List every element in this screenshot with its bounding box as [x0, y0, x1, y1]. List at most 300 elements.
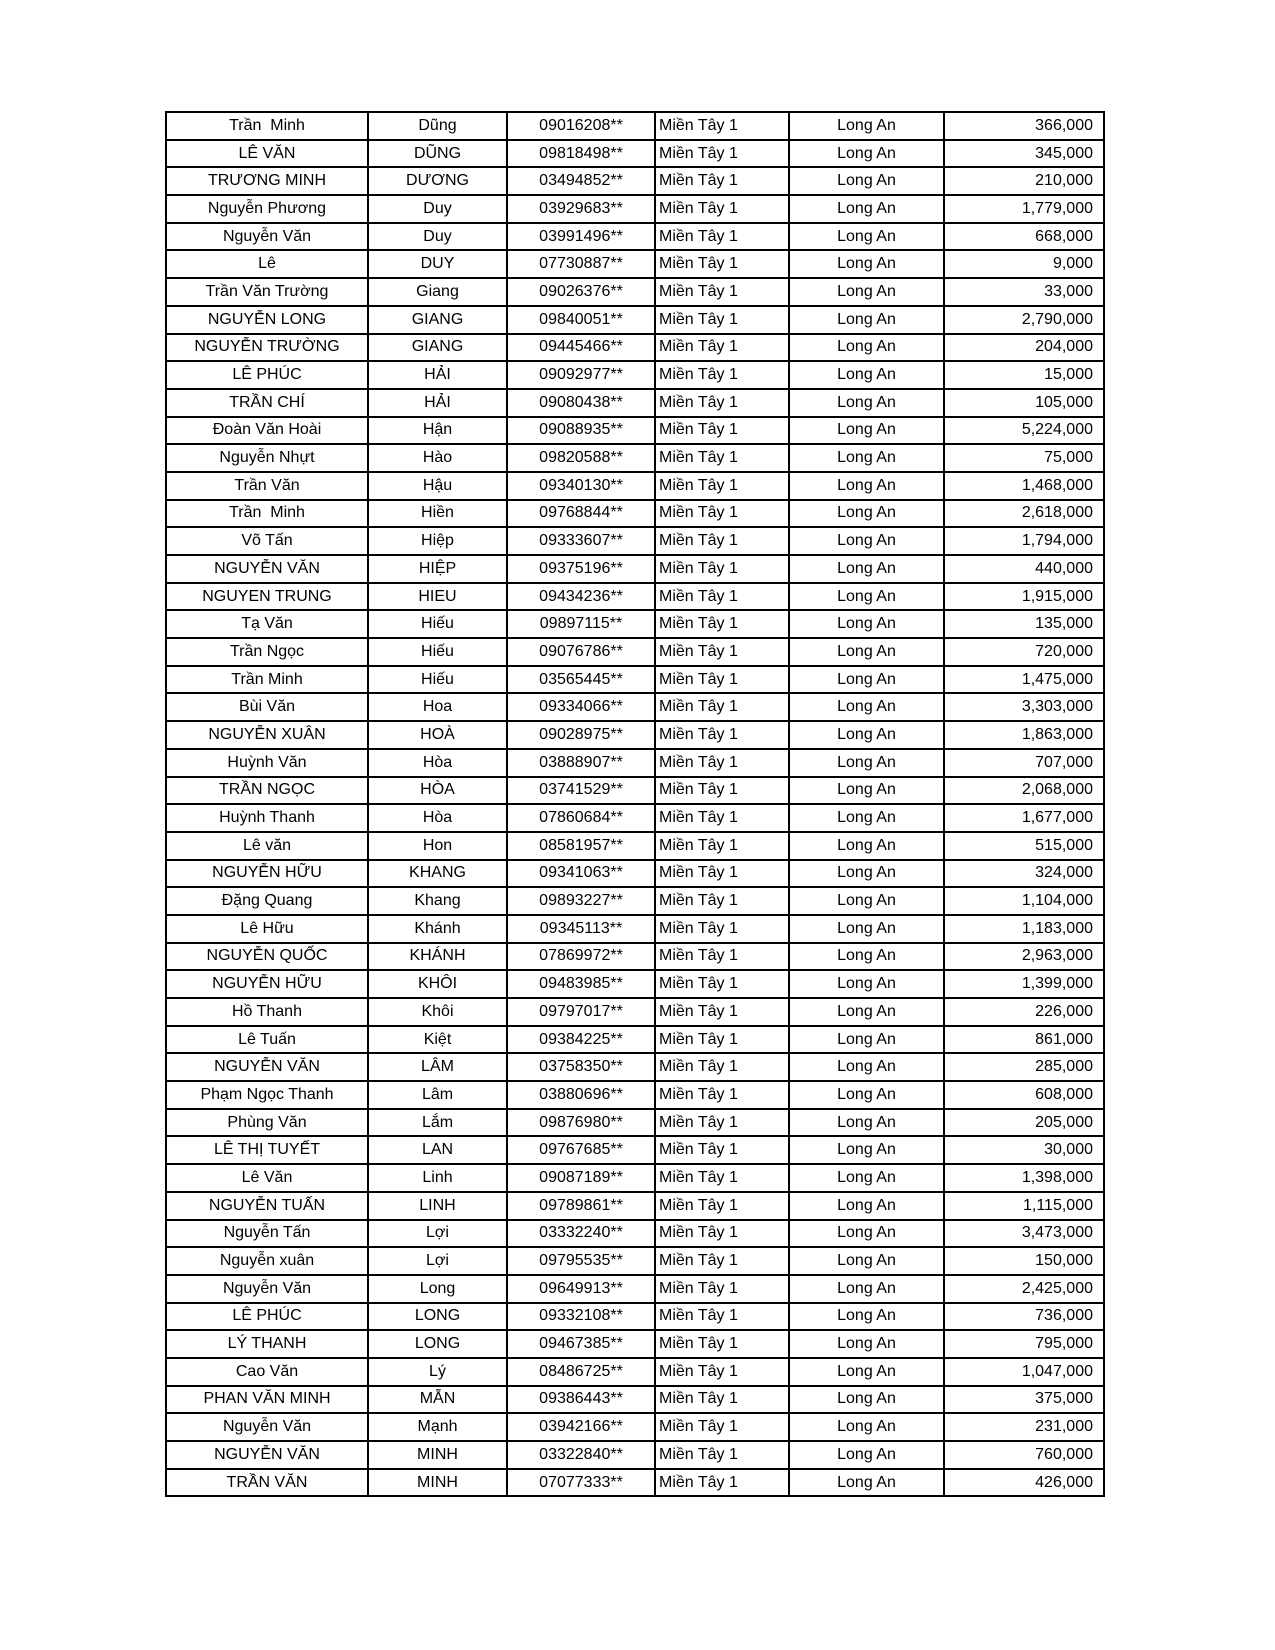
cell-given-name: Hận: [368, 417, 507, 445]
cell-amount: 2,618,000: [944, 500, 1104, 528]
cell-amount: 150,000: [944, 1247, 1104, 1275]
cell-phone: 09818498**: [507, 140, 655, 168]
table-row: [166, 915, 1104, 943]
cell-region: Miền Tây 1: [655, 1081, 789, 1109]
cell-region: Miền Tây 1: [655, 1136, 789, 1164]
cell-region: Miền Tây 1: [655, 195, 789, 223]
cell-phone: 09767685**: [507, 1136, 655, 1164]
cell-amount: 75,000: [944, 444, 1104, 472]
cell-province: Long An: [789, 1330, 944, 1358]
cell-given-name: Dũng: [368, 112, 507, 140]
cell-given-name: LINH: [368, 1192, 507, 1220]
table-row: [166, 1358, 1104, 1386]
cell-region: Miền Tây 1: [655, 721, 789, 749]
table-row: [166, 361, 1104, 389]
cell-phone: 03880696**: [507, 1081, 655, 1109]
cell-phone: 09434236**: [507, 583, 655, 611]
cell-name: Huỳnh Thanh: [166, 804, 368, 832]
cell-given-name: Giang: [368, 278, 507, 306]
cell-given-name: Khôi: [368, 998, 507, 1026]
cell-province: Long An: [789, 1413, 944, 1441]
cell-amount: 515,000: [944, 832, 1104, 860]
cell-name: TRẦN VĂN: [166, 1469, 368, 1497]
cell-given-name: Hiệp: [368, 527, 507, 555]
cell-given-name: HIỆP: [368, 555, 507, 583]
cell-phone: 09016208**: [507, 112, 655, 140]
cell-amount: 1,115,000: [944, 1192, 1104, 1220]
cell-region: Miền Tây 1: [655, 1358, 789, 1386]
cell-given-name: Duy: [368, 223, 507, 251]
table-row: [166, 998, 1104, 1026]
cell-name: NGUYỄN VĂN: [166, 555, 368, 583]
cell-name: Lê Hữu: [166, 915, 368, 943]
cell-name: Đoàn Văn Hoài: [166, 417, 368, 445]
cell-name: NGUYỄN QUỐC: [166, 943, 368, 971]
cell-phone: 09340130**: [507, 472, 655, 500]
table-row: [166, 1164, 1104, 1192]
cell-given-name: KHÁNH: [368, 943, 507, 971]
table-row: [166, 1386, 1104, 1414]
cell-name: TRẦN NGỌC: [166, 777, 368, 805]
table-row: [166, 306, 1104, 334]
cell-given-name: DŨNG: [368, 140, 507, 168]
cell-name: Nguyễn Phương: [166, 195, 368, 223]
cell-region: Miền Tây 1: [655, 1413, 789, 1441]
cell-province: Long An: [789, 1303, 944, 1331]
cell-province: Long An: [789, 555, 944, 583]
cell-region: Miền Tây 1: [655, 112, 789, 140]
cell-name: Nguyễn Văn: [166, 1275, 368, 1303]
cell-phone: 07860684**: [507, 804, 655, 832]
table-row: [166, 555, 1104, 583]
table-row: [166, 583, 1104, 611]
cell-region: Miền Tây 1: [655, 1275, 789, 1303]
cell-province: Long An: [789, 334, 944, 362]
cell-amount: 440,000: [944, 555, 1104, 583]
cell-province: Long An: [789, 777, 944, 805]
table-row: [166, 389, 1104, 417]
cell-given-name: HÒA: [368, 777, 507, 805]
cell-given-name: Hậu: [368, 472, 507, 500]
cell-given-name: HOÀ: [368, 721, 507, 749]
table-row: [166, 223, 1104, 251]
cell-province: Long An: [789, 444, 944, 472]
cell-amount: 1,779,000: [944, 195, 1104, 223]
cell-name: Phạm Ngọc Thanh: [166, 1081, 368, 1109]
cell-region: Miền Tây 1: [655, 1053, 789, 1081]
cell-amount: 861,000: [944, 1026, 1104, 1054]
table-row: [166, 970, 1104, 998]
cell-name: NGUYỄN HỮU: [166, 860, 368, 888]
cell-amount: 3,473,000: [944, 1220, 1104, 1248]
table-row: [166, 693, 1104, 721]
cell-region: Miền Tây 1: [655, 140, 789, 168]
table-row: [166, 1109, 1104, 1137]
cell-given-name: Lắm: [368, 1109, 507, 1137]
cell-region: Miền Tây 1: [655, 1330, 789, 1358]
cell-given-name: HẢI: [368, 389, 507, 417]
table-row: [166, 1441, 1104, 1469]
cell-given-name: KHANG: [368, 860, 507, 888]
cell-province: Long An: [789, 1358, 944, 1386]
cell-province: Long An: [789, 749, 944, 777]
cell-given-name: Long: [368, 1275, 507, 1303]
cell-amount: 1,104,000: [944, 887, 1104, 915]
table-row: [166, 1275, 1104, 1303]
cell-phone: 09345113**: [507, 915, 655, 943]
cell-amount: 1,677,000: [944, 804, 1104, 832]
cell-province: Long An: [789, 666, 944, 694]
table-row: [166, 1247, 1104, 1275]
cell-region: Miền Tây 1: [655, 555, 789, 583]
cell-amount: 375,000: [944, 1386, 1104, 1414]
cell-phone: 03322840**: [507, 1441, 655, 1469]
cell-amount: 324,000: [944, 860, 1104, 888]
cell-amount: 1,399,000: [944, 970, 1104, 998]
cell-region: Miền Tây 1: [655, 887, 789, 915]
cell-province: Long An: [789, 970, 944, 998]
cell-phone: 09649913**: [507, 1275, 655, 1303]
cell-region: Miền Tây 1: [655, 417, 789, 445]
cell-province: Long An: [789, 361, 944, 389]
cell-phone: 08486725**: [507, 1358, 655, 1386]
cell-name: Nguyễn xuân: [166, 1247, 368, 1275]
cell-province: Long An: [789, 1026, 944, 1054]
cell-name: Lê Văn: [166, 1164, 368, 1192]
cell-amount: 608,000: [944, 1081, 1104, 1109]
cell-name: TRẦN CHÍ: [166, 389, 368, 417]
table-row: [166, 1330, 1104, 1358]
table-row: [166, 472, 1104, 500]
cell-name: Phùng Văn: [166, 1109, 368, 1137]
cell-amount: 205,000: [944, 1109, 1104, 1137]
cell-phone: 09789861**: [507, 1192, 655, 1220]
cell-amount: 1,468,000: [944, 472, 1104, 500]
cell-amount: 231,000: [944, 1413, 1104, 1441]
cell-given-name: Lâm: [368, 1081, 507, 1109]
cell-phone: 09483985**: [507, 970, 655, 998]
cell-province: Long An: [789, 860, 944, 888]
cell-name: Trần Minh: [166, 666, 368, 694]
table-row: [166, 887, 1104, 915]
cell-name: PHAN VĂN MINH: [166, 1386, 368, 1414]
cell-province: Long An: [789, 610, 944, 638]
cell-province: Long An: [789, 140, 944, 168]
cell-given-name: Lợi: [368, 1220, 507, 1248]
cell-amount: 345,000: [944, 140, 1104, 168]
cell-province: Long An: [789, 1136, 944, 1164]
cell-phone: 09768844**: [507, 500, 655, 528]
cell-amount: 1,794,000: [944, 527, 1104, 555]
cell-given-name: Mạnh: [368, 1413, 507, 1441]
cell-given-name: GIANG: [368, 334, 507, 362]
table-row: [166, 1303, 1104, 1331]
cell-province: Long An: [789, 1386, 944, 1414]
cell-name: Lê Tuấn: [166, 1026, 368, 1054]
table-row: [166, 610, 1104, 638]
cell-amount: 135,000: [944, 610, 1104, 638]
cell-name: Trần Ngọc: [166, 638, 368, 666]
cell-region: Miền Tây 1: [655, 998, 789, 1026]
cell-amount: 1,863,000: [944, 721, 1104, 749]
cell-phone: 03758350**: [507, 1053, 655, 1081]
cell-amount: 285,000: [944, 1053, 1104, 1081]
cell-name: NGUYEN TRUNG: [166, 583, 368, 611]
cell-province: Long An: [789, 112, 944, 140]
cell-phone: 09445466**: [507, 334, 655, 362]
cell-region: Miền Tây 1: [655, 1469, 789, 1497]
cell-name: TRƯƠNG MINH: [166, 167, 368, 195]
table-row: [166, 1081, 1104, 1109]
cell-province: Long An: [789, 638, 944, 666]
cell-province: Long An: [789, 915, 944, 943]
cell-province: Long An: [789, 1469, 944, 1497]
cell-province: Long An: [789, 1247, 944, 1275]
cell-phone: 03741529**: [507, 777, 655, 805]
cell-given-name: HIEU: [368, 583, 507, 611]
table-row: [166, 140, 1104, 168]
cell-phone: 09384225**: [507, 1026, 655, 1054]
cell-amount: 226,000: [944, 998, 1104, 1026]
cell-region: Miền Tây 1: [655, 1026, 789, 1054]
cell-phone: 09334066**: [507, 693, 655, 721]
cell-phone: 03888907**: [507, 749, 655, 777]
cell-name: NGUYỄN HỮU: [166, 970, 368, 998]
table-row: [166, 278, 1104, 306]
cell-region: Miền Tây 1: [655, 832, 789, 860]
table-row: [166, 860, 1104, 888]
cell-given-name: DUY: [368, 250, 507, 278]
table-row: [166, 112, 1104, 140]
cell-phone: 09876980**: [507, 1109, 655, 1137]
cell-province: Long An: [789, 1275, 944, 1303]
cell-phone: 07869972**: [507, 943, 655, 971]
cell-region: Miền Tây 1: [655, 1109, 789, 1137]
cell-phone: 09333607**: [507, 527, 655, 555]
cell-amount: 1,475,000: [944, 666, 1104, 694]
cell-amount: 1,915,000: [944, 583, 1104, 611]
cell-province: Long An: [789, 527, 944, 555]
cell-province: Long An: [789, 1192, 944, 1220]
cell-given-name: MINH: [368, 1441, 507, 1469]
table-row: [166, 749, 1104, 777]
cell-phone: 03942166**: [507, 1413, 655, 1441]
cell-name: Đặng Quang: [166, 887, 368, 915]
cell-province: Long An: [789, 998, 944, 1026]
cell-amount: 2,425,000: [944, 1275, 1104, 1303]
cell-phone: 03991496**: [507, 223, 655, 251]
cell-region: Miền Tây 1: [655, 970, 789, 998]
cell-amount: 9,000: [944, 250, 1104, 278]
cell-amount: 105,000: [944, 389, 1104, 417]
table-row: [166, 804, 1104, 832]
table-row: [166, 1413, 1104, 1441]
cell-phone: 03565445**: [507, 666, 655, 694]
cell-province: Long An: [789, 195, 944, 223]
cell-region: Miền Tây 1: [655, 306, 789, 334]
table-row: [166, 334, 1104, 362]
table-row: [166, 1136, 1104, 1164]
cell-name: Võ Tấn: [166, 527, 368, 555]
cell-region: Miền Tây 1: [655, 389, 789, 417]
cell-amount: 30,000: [944, 1136, 1104, 1164]
cell-amount: 426,000: [944, 1469, 1104, 1497]
cell-phone: 03494852**: [507, 167, 655, 195]
cell-amount: 1,398,000: [944, 1164, 1104, 1192]
cell-given-name: MẪN: [368, 1386, 507, 1414]
table-row: [166, 417, 1104, 445]
table-row: [166, 666, 1104, 694]
cell-province: Long An: [789, 804, 944, 832]
cell-given-name: Linh: [368, 1164, 507, 1192]
cell-phone: 09076786**: [507, 638, 655, 666]
cell-name: Nguyễn Nhựt: [166, 444, 368, 472]
cell-province: Long An: [789, 943, 944, 971]
table-row: [166, 444, 1104, 472]
cell-province: Long An: [789, 389, 944, 417]
cell-amount: 2,068,000: [944, 777, 1104, 805]
cell-amount: 760,000: [944, 1441, 1104, 1469]
cell-name: NGUYỄN XUÂN: [166, 721, 368, 749]
table-row: [166, 1220, 1104, 1248]
cell-region: Miền Tây 1: [655, 610, 789, 638]
cell-region: Miền Tây 1: [655, 500, 789, 528]
cell-amount: 366,000: [944, 112, 1104, 140]
cell-province: Long An: [789, 278, 944, 306]
cell-amount: 720,000: [944, 638, 1104, 666]
cell-province: Long An: [789, 1220, 944, 1248]
cell-name: NGUYỄN TUẤN: [166, 1192, 368, 1220]
cell-given-name: Hiền: [368, 500, 507, 528]
cell-phone: 09840051**: [507, 306, 655, 334]
table-row: [166, 638, 1104, 666]
cell-region: Miền Tây 1: [655, 1192, 789, 1220]
cell-amount: 210,000: [944, 167, 1104, 195]
cell-region: Miền Tây 1: [655, 915, 789, 943]
cell-phone: 09087189**: [507, 1164, 655, 1192]
cell-amount: 5,224,000: [944, 417, 1104, 445]
cell-province: Long An: [789, 721, 944, 749]
cell-name: Nguyễn Văn: [166, 223, 368, 251]
cell-amount: 3,303,000: [944, 693, 1104, 721]
cell-province: Long An: [789, 417, 944, 445]
cell-name: NGUYỄN VĂN: [166, 1441, 368, 1469]
cell-given-name: LÂM: [368, 1053, 507, 1081]
cell-region: Miền Tây 1: [655, 583, 789, 611]
cell-given-name: Khang: [368, 887, 507, 915]
cell-name: Nguyễn Văn: [166, 1413, 368, 1441]
cell-name: Lê: [166, 250, 368, 278]
cell-given-name: GIANG: [368, 306, 507, 334]
table-row: [166, 167, 1104, 195]
cell-province: Long An: [789, 583, 944, 611]
table-row: [166, 721, 1104, 749]
cell-amount: 668,000: [944, 223, 1104, 251]
cell-region: Miền Tây 1: [655, 167, 789, 195]
cell-region: Miền Tây 1: [655, 472, 789, 500]
cell-given-name: Kiệt: [368, 1026, 507, 1054]
cell-region: Miền Tây 1: [655, 1220, 789, 1248]
cell-name: Trần Minh: [166, 500, 368, 528]
table-row: [166, 1192, 1104, 1220]
cell-given-name: Hon: [368, 832, 507, 860]
cell-given-name: KHÔI: [368, 970, 507, 998]
cell-region: Miền Tây 1: [655, 278, 789, 306]
cell-amount: 2,790,000: [944, 306, 1104, 334]
cell-phone: 09332108**: [507, 1303, 655, 1331]
cell-given-name: Khánh: [368, 915, 507, 943]
cell-province: Long An: [789, 1053, 944, 1081]
cell-region: Miền Tây 1: [655, 1441, 789, 1469]
cell-amount: 707,000: [944, 749, 1104, 777]
cell-province: Long An: [789, 1081, 944, 1109]
cell-amount: 795,000: [944, 1330, 1104, 1358]
cell-given-name: Hào: [368, 444, 507, 472]
cell-name: LÊ THỊ TUYẾT: [166, 1136, 368, 1164]
cell-given-name: Duy: [368, 195, 507, 223]
cell-province: Long An: [789, 1109, 944, 1137]
cell-amount: 204,000: [944, 334, 1104, 362]
cell-amount: 15,000: [944, 361, 1104, 389]
cell-phone: 08581957**: [507, 832, 655, 860]
cell-province: Long An: [789, 500, 944, 528]
table-row: [166, 1053, 1104, 1081]
cell-name: Trần Văn Trường: [166, 278, 368, 306]
cell-phone: 07077333**: [507, 1469, 655, 1497]
cell-given-name: LONG: [368, 1330, 507, 1358]
cell-province: Long An: [789, 167, 944, 195]
cell-region: Miền Tây 1: [655, 223, 789, 251]
cell-province: Long An: [789, 1164, 944, 1192]
cell-region: Miền Tây 1: [655, 1303, 789, 1331]
cell-given-name: Hiếu: [368, 638, 507, 666]
cell-name: NGUYỄN VĂN: [166, 1053, 368, 1081]
cell-region: Miền Tây 1: [655, 943, 789, 971]
cell-province: Long An: [789, 250, 944, 278]
cell-phone: 07730887**: [507, 250, 655, 278]
cell-region: Miền Tây 1: [655, 693, 789, 721]
cell-name: LÝ THANH: [166, 1330, 368, 1358]
cell-phone: 09820588**: [507, 444, 655, 472]
cell-amount: 2,963,000: [944, 943, 1104, 971]
cell-phone: 09897115**: [507, 610, 655, 638]
cell-name: NGUYỄN LONG: [166, 306, 368, 334]
table-row: [166, 832, 1104, 860]
cell-region: Miền Tây 1: [655, 1247, 789, 1275]
cell-region: Miền Tây 1: [655, 444, 789, 472]
cell-given-name: DƯƠNG: [368, 167, 507, 195]
cell-phone: 09028975**: [507, 721, 655, 749]
cell-given-name: MINH: [368, 1469, 507, 1497]
cell-region: Miền Tây 1: [655, 860, 789, 888]
table-row: [166, 250, 1104, 278]
cell-region: Miền Tây 1: [655, 666, 789, 694]
cell-region: Miền Tây 1: [655, 361, 789, 389]
cell-phone: 09893227**: [507, 887, 655, 915]
cell-name: NGUYỄN TRƯỜNG: [166, 334, 368, 362]
cell-name: LÊ PHÚC: [166, 1303, 368, 1331]
cell-amount: 33,000: [944, 278, 1104, 306]
cell-phone: 09026376**: [507, 278, 655, 306]
cell-province: Long An: [789, 472, 944, 500]
cell-region: Miền Tây 1: [655, 638, 789, 666]
cell-given-name: LONG: [368, 1303, 507, 1331]
cell-given-name: Hiếu: [368, 666, 507, 694]
cell-given-name: LAN: [368, 1136, 507, 1164]
cell-province: Long An: [789, 832, 944, 860]
cell-phone: 09797017**: [507, 998, 655, 1026]
cell-name: Tạ Văn: [166, 610, 368, 638]
